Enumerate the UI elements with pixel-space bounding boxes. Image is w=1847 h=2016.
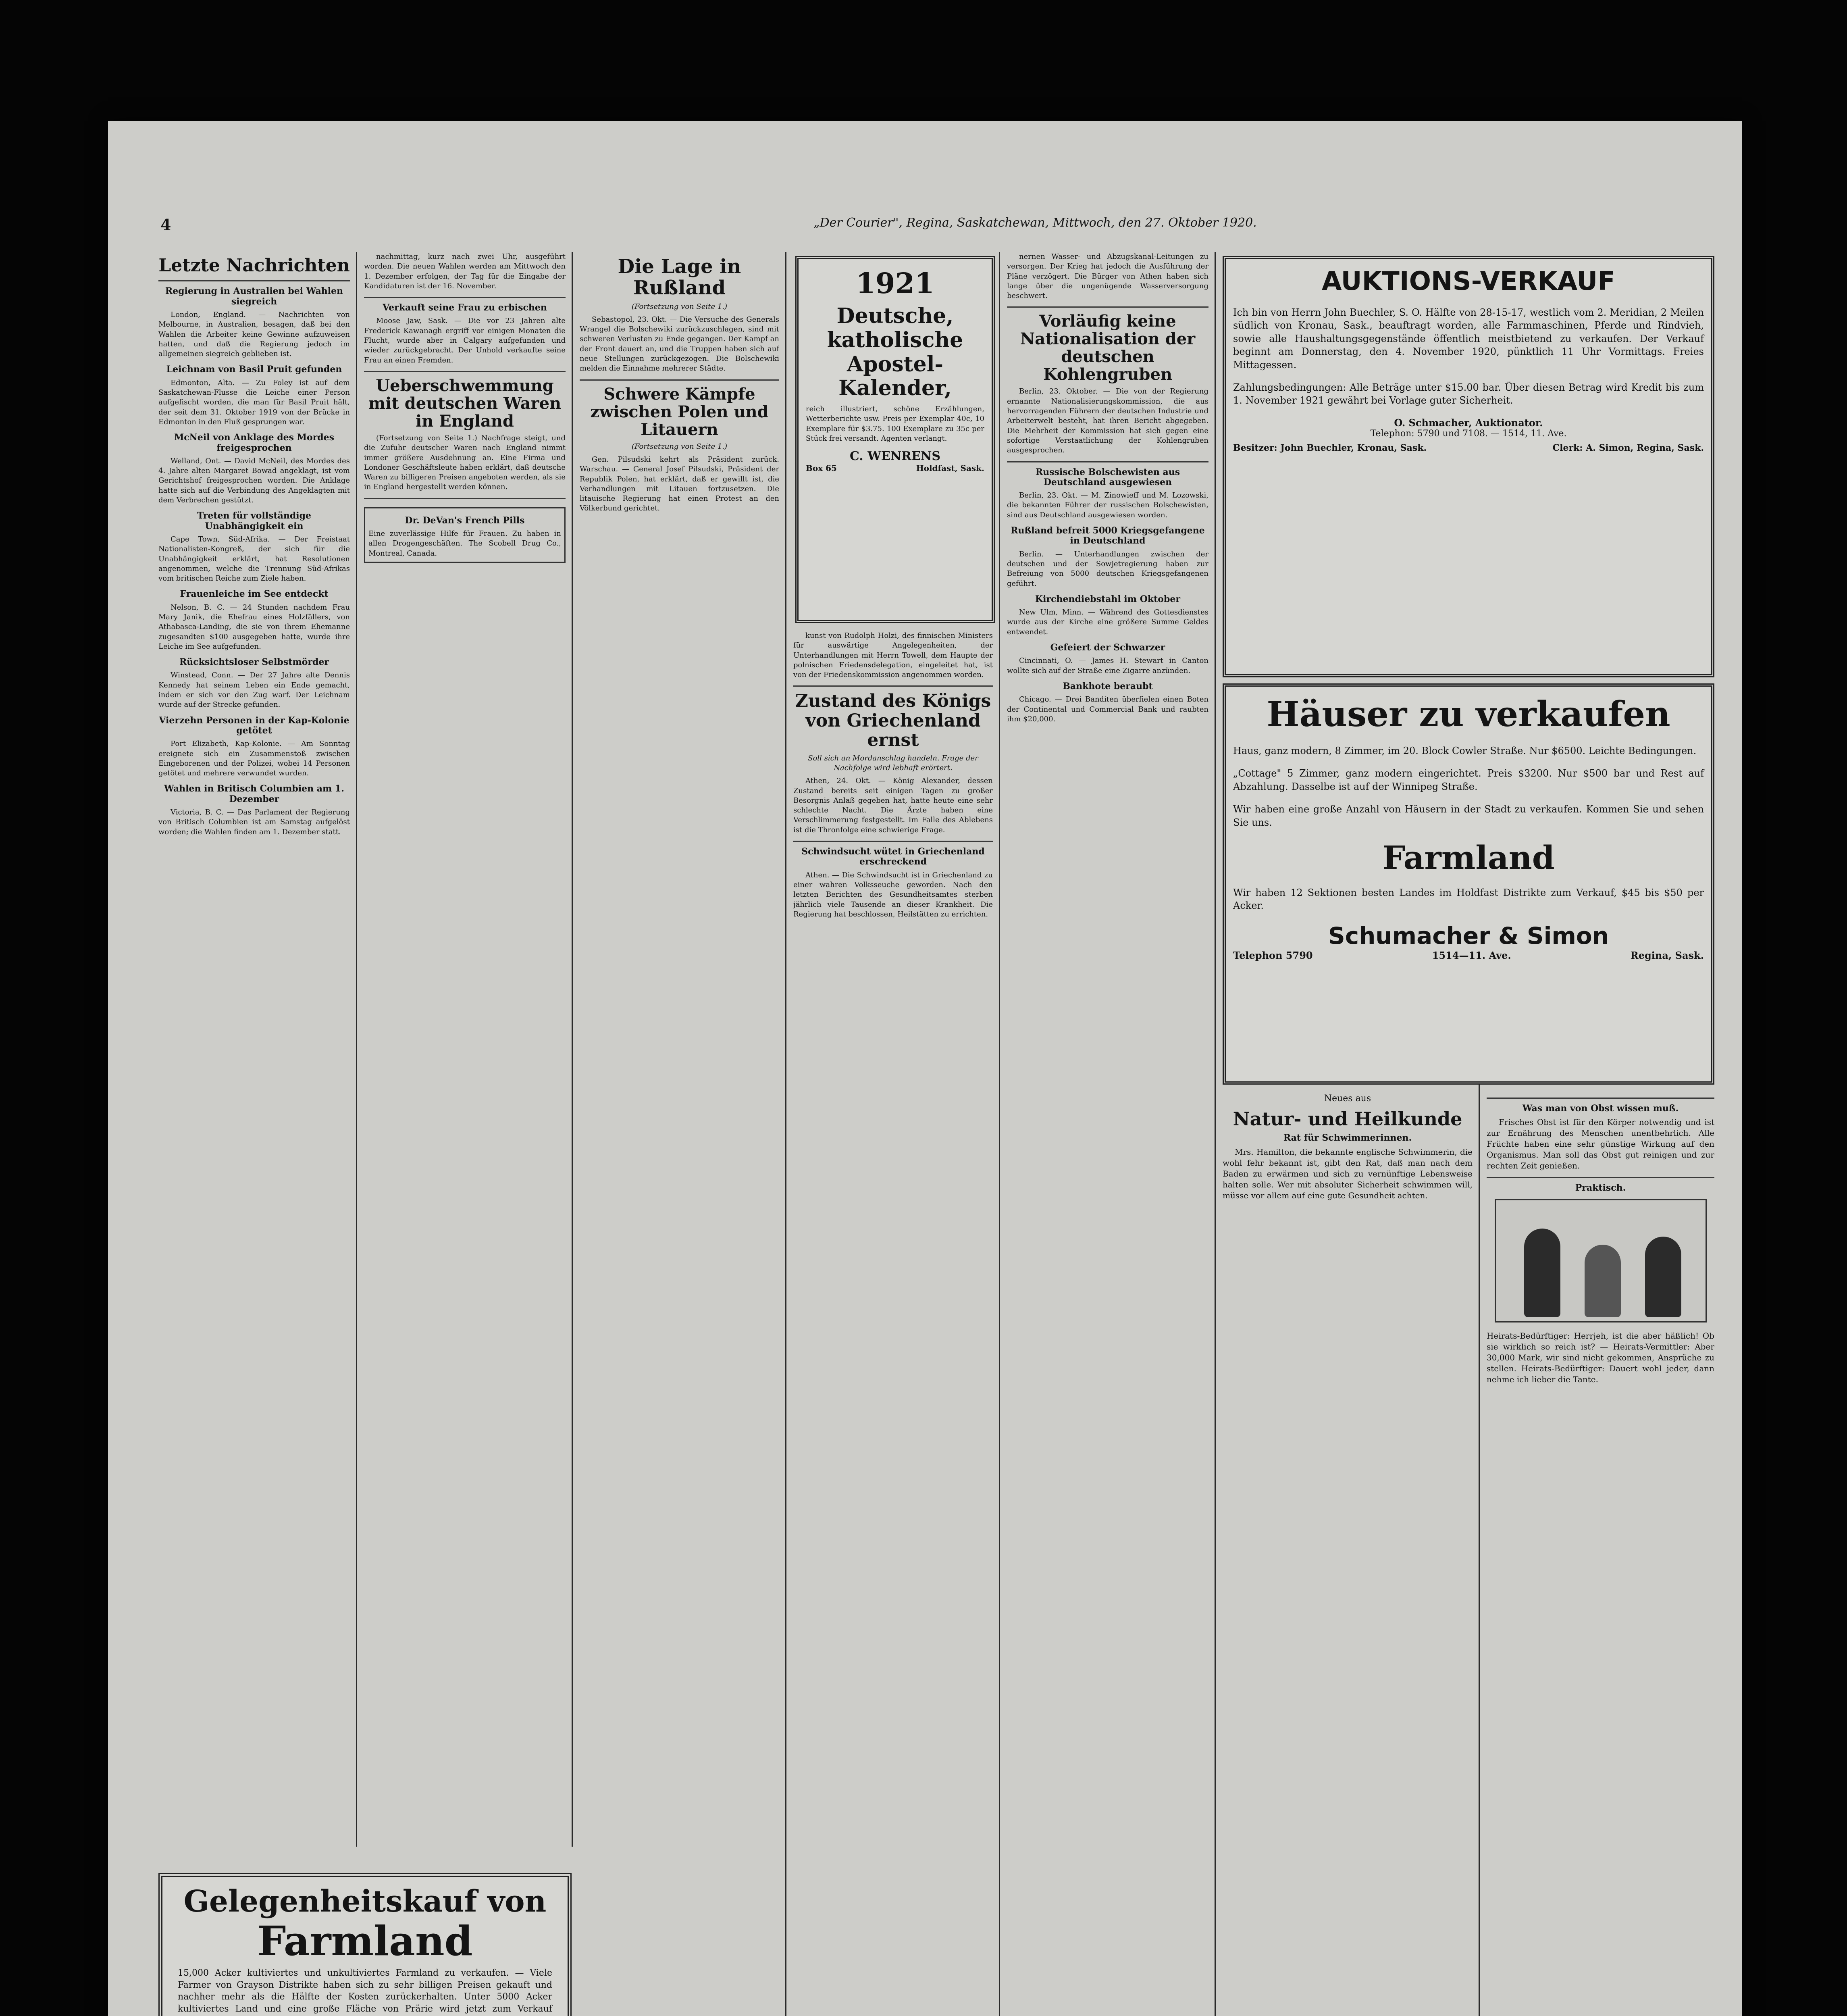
article-body: Athen, 24. Okt. — König Alexander, dessen Zustand bereits seit einigen Tagen zu großer Besorgnis Anlaß gegeben hat, hatte heute eine sehr schlechte Nacht. Die Ärzte haben eine Verschlimmerung festgestellt. Im Falle des Ablebens ist die Thronfolge eine schwierige Frage. bbox=[793, 777, 993, 834]
figure-woman bbox=[1645, 1237, 1681, 1317]
houses-phone: Telephon 5790 bbox=[1233, 949, 1313, 961]
column-rule bbox=[572, 252, 573, 1847]
farmland-ad-text: 15,000 Acker kultiviertes und unkultiviertes Farmland zu verkaufen. — Viele Farmer von Grayson Distrikte haben sich zu sehr billigen Preisen gekauft und nachher mehr als die Hälfte der Kosten zurückerhalten. Unter 5000 Acker kultiviertes Land und eine große Fläche von Prärie wird jetzt zum Verkauf bbox=[178, 1968, 552, 2014]
houses-text-2: „Cottage" 5 Zimmer, ganz modern eingerichtet. Preis $3200. Nur $500 bar und Rest auf Abzahlung. Dasselbe ist auf der Winnipeg Straße. bbox=[1233, 768, 1704, 792]
article-heading: Schwindsucht wütet in Griechenland erschreckend bbox=[801, 846, 985, 867]
figure-man bbox=[1524, 1229, 1560, 1317]
figure-woman bbox=[1585, 1245, 1621, 1317]
article bbox=[158, 657, 350, 710]
article-body: Cincinnati, O. — James H. Stewart in Canton wollte sich auf der Straße eine Zigarre anzünden. bbox=[1007, 656, 1208, 675]
article bbox=[158, 286, 350, 359]
column-rule bbox=[1479, 948, 1480, 2016]
column-rule bbox=[1215, 252, 1216, 2016]
farmland-ad-title-2: Farmland bbox=[257, 1917, 473, 1965]
article-body: Port Elizabeth, Kap-Kolonie. — Am Sonntag ereignete sich ein Zusammenstoß zwischen Eingeborenen und der Polizei, wobei 14 Personen getötet und mehrere verwundet wurden. bbox=[158, 739, 350, 778]
article-heading: Leichnam von Basil Pruit gefunden bbox=[166, 364, 342, 375]
article-heading: Treten für vollständige Unabhängigkeit ein bbox=[197, 510, 311, 531]
cartoon-caption: Heirats-Bedürftiger: Herrjeh, ist die aber häßlich! Ob sie wirklich so reich ist? — Heirats-Vermittler: Aber 30,000 Mark, wir sind nicht gekommen, Ansprüche zu stellen. Heirats-Bedürftiger: Dauert wohl jeder, dann nehme ich lieber die Tante. bbox=[1487, 1331, 1714, 1384]
article-heading: Was man von Obst wissen muß. bbox=[1522, 1103, 1679, 1114]
cartoon-title: Praktisch. bbox=[1575, 1183, 1626, 1193]
article-heading: Rat für Schwimmerinnen. bbox=[1283, 1133, 1412, 1143]
article-body: Berlin, 23. Okt. — M. Zinowieff und M. Lozowski, die bekannten Führer der russischen Bolschewisten, sind aus Deutschland ausgewiesen worden. bbox=[1007, 491, 1208, 519]
auction-title: AUKTIONS-VERKAUF bbox=[1322, 267, 1615, 296]
article-heading: Schwere Kämpfe zwischen Polen und Litauern bbox=[590, 384, 769, 439]
houses-city: Regina, Sask. bbox=[1630, 949, 1704, 961]
article-heading: Rücksichtsloser Selbstmörder bbox=[179, 657, 329, 668]
article-body: Victoria, B. C. — Das Parlament der Regierung von Britisch Columbien ist am Samstag aufgelöst worden; die Wahlen finden am 1. Dezember statt. bbox=[158, 808, 350, 836]
column-rule bbox=[356, 252, 357, 1847]
page-number: 4 bbox=[160, 216, 171, 234]
article-body: Sebastopol, 23. Okt. — Die Versuche des Generals Wrangel die Bolschewiki zurückzuschlagen, sind mit schweren Verlusten zu Ende gegangen. Der Kampf an der Front dauert an, und die Truppen haben sich auf neue Stellungen zurückgezogen. Die Bolschewiki melden die Einnahme mehrerer Städte. bbox=[580, 315, 779, 373]
article bbox=[158, 511, 350, 583]
auction-owner: Besitzer: John Buechler, Kronau, Sask. bbox=[1233, 442, 1427, 453]
article-heading: Ueberschwemmung mit deutschen Waren in England bbox=[368, 376, 562, 431]
masthead: „Der Courier", Regina, Saskatchewan, Mittwoch, den 27. Oktober 1920. bbox=[813, 216, 1257, 230]
article-body: nernen Wasser- und Abzugskanal-Leitungen zu versorgen. Der Krieg hat jedoch die Ausführung der Pläne verzögert. Die Bürger von Athen haben sich lange über die ungenügende Wasserversorgung beschwert. bbox=[1007, 252, 1208, 300]
auction-text: Ich bin von Herrn John Buechler, S. O. Hälfte von 28-15-17, westlich vom 2. Meridian, 2 Meilen südlich von Kronau, Sask., beauftragt worden, alle Farmmaschinen, Pferde und Rindvieh, sowie alle Haushaltungsgegenstände öffentlich meistbietend zu verkaufen. Der Verkauf beginnt am Donnerstag, den 4. November 1920, pünktlich 11 Uhr Vormittags. Freies Mittagessen. bbox=[1233, 307, 1704, 371]
article-body: nachmittag, kurz nach zwei Uhr, ausgeführt worden. Die neuen Wahlen werden am Mittwoch den 1. Dezember erfolgen, der Tag für die Eingabe der Kandidaturen ist der 16. November. bbox=[364, 252, 566, 290]
column-7 bbox=[1487, 1093, 1714, 2016]
calendar-title: Deutsche, katholische Apostel-Kalender, bbox=[827, 304, 963, 401]
auction-ad bbox=[1223, 256, 1714, 677]
article-heading: Verkauft seine Frau zu erbischen bbox=[383, 302, 547, 313]
auction-phone: Telephon: 5790 und 7108. — 1514, 11. Ave. bbox=[1370, 428, 1567, 439]
farmland-ad-title-1: Gelegenheitskauf von bbox=[183, 1884, 547, 1919]
houses-text-1: Haus, ganz modern, 8 Zimmer, im 20. Block Cowler Straße. Nur $6500. Leichte Bedingungen. bbox=[1233, 745, 1697, 756]
article bbox=[158, 364, 350, 427]
calendar-town: Holdfast, Sask. bbox=[916, 463, 984, 473]
article-subheading: Soll sich an Mordanschlag handeln. Frage der Nachfolge wird lebhaft erörtert. bbox=[808, 754, 978, 772]
article-heading: Kirchendiebstahl im Oktober bbox=[1035, 594, 1180, 604]
article-body: New Ulm, Minn. — Während des Gottesdienstes wurde aus der Kirche eine größere Summe Geldes entwendet. bbox=[1007, 608, 1208, 636]
article-heading: McNeil von Anklage des Mordes freigesprochen bbox=[174, 432, 335, 453]
houses-firm: Schumacher & Simon bbox=[1328, 922, 1609, 950]
article-body: Cape Town, Süd-Afrika. — Der Freistaat Nationalisten-Kongreß, der sich für die Unabhängigkeit erklärt, hat Resolutionen angenommen, welche die Trennung Süd-Afrikas vom britischen Reiche zum Ziele haben. bbox=[158, 535, 350, 583]
houses-title: Häuser zu verkaufen bbox=[1267, 694, 1670, 735]
column-rule bbox=[999, 252, 1000, 2016]
auction-terms: Zahlungsbedingungen: Alle Beträge unter $15.00 bar. Über diesen Betrag wird Kredit bis zum 1. November 1921 gewährt bei Vorlage guter Sicherheit. bbox=[1233, 381, 1704, 406]
article-body: Winstead, Conn. — Der 27 Jahre alte Dennis Kennedy hat seinem Leben ein Ende gemacht, indem er sich vor den Zug warf. Der Leichnam wurde auf der Strecke gefunden. bbox=[158, 671, 350, 709]
pill-ad bbox=[364, 507, 566, 563]
article-heading: Die Lage in Rußland bbox=[618, 255, 741, 299]
auction-clerk: Clerk: A. Simon, Regina, Sask. bbox=[1552, 442, 1704, 453]
newspaper-page bbox=[108, 121, 1742, 2016]
column-rule bbox=[785, 252, 786, 2016]
article-body: Nelson, B. C. — 24 Stunden nachdem Frau Mary Janik, die Ehefrau eines Holzfällers, von Athabasca-Landing, die sie von ihrem Ehemanne zugesandten $100 ausgegeben hatte, wurde ihre Leiche im See aufgefunden. bbox=[158, 603, 350, 651]
calendar-ad bbox=[795, 256, 995, 623]
article-body: Berlin. — Unterhandlungen zwischen der deutschen und der Sowjetregierung haben zur Befreiung von 5000 deutschen Kriegsgefangenen geführt. bbox=[1007, 550, 1208, 588]
article bbox=[158, 589, 350, 652]
calendar-text: reich illustriert, schöne Erzählungen, Wetterberichte usw. Preis per Exemplar 40c, 10 Exemplare für $3.75. 100 Exemplare zu 35c per Stück frei versandt. Agenten verlangt. bbox=[806, 405, 984, 443]
article-body: Edmonton, Alta. — Zu Foley ist auf dem Saskatchewan-Flusse die Leiche einer Person aufgefischt worden, die man für Basil Pruit hält, der seit dem 31. Oktober 1919 von der Brücke in Edmonton in den Fluß gesprungen war. bbox=[158, 378, 350, 426]
article-body: Gen. Pilsudski kehrt als Präsident zurück. Warschau. — General Josef Pilsudski, Präsident der Republik Polen, hat erklärt, daß er gewillt ist, die Verhandlungen mit Litauen fortzusetzen. Die litauische Regierung hat einen Protest an den Völkerbund gerichtet. bbox=[580, 455, 779, 513]
article-heading: Zustand des Königs von Griechenland ernst bbox=[795, 691, 991, 751]
column-5 bbox=[1007, 252, 1208, 2016]
houses-farmland-title: Farmland bbox=[1382, 838, 1555, 877]
houses-address: 1514—11. Ave. bbox=[1432, 949, 1511, 961]
calendar-box: Box 65 bbox=[806, 463, 837, 473]
article-heading: Vorläufig keine Nationalisation der deutschen Kohlengruben bbox=[1020, 312, 1196, 384]
article-body: (Fortsetzung von Seite 1.) Nachfrage steigt, und die Zufuhr deutscher Waren nach England nimmt immer größere Ausdehnung an. Eine Firma und Londoner Geschäftsleute haben erklärt, daß deutsche Waren zu billigeren Preisen angeboten werden, als sie in England hergestellt werden können. bbox=[364, 433, 566, 492]
article-body: Frisches Obst ist für den Körper notwendig und ist zur Ernährung des Menschen unentbehrlich. Alle Früchte haben eine sehr günstige Wirkung auf den Organismus. Man soll das Obst gut reinigen und zur rechten Zeit genießen. bbox=[1487, 1117, 1714, 1171]
section-title: Letzte Nachrichten bbox=[158, 255, 350, 276]
article-subheading: (Fortsetzung von Seite 1.) bbox=[631, 302, 728, 311]
farmland-ad bbox=[158, 1873, 572, 2016]
health-title: Natur- und Heilkunde bbox=[1233, 1108, 1462, 1130]
article-heading: Rußland befreit 5000 Kriegsgefangene in Deutschland bbox=[1011, 525, 1205, 546]
houses-ad bbox=[1223, 683, 1714, 1085]
article-heading: Bankhote beraubt bbox=[1063, 681, 1153, 691]
article-body: Welland, Ont. — David McNeil, des Mordes des 4. Jahre alten Margaret Bowad angeklagt, ist vom Gerichtshof freigesprochen worden. Die Anklage hatte sich auf die Verbindung des Angeklagten mit dem Verbrechen gestützt. bbox=[158, 456, 350, 505]
column-2 bbox=[364, 252, 566, 1849]
article bbox=[158, 433, 350, 505]
article-heading: Vierzehn Personen in der Kap-Kolonie getötet bbox=[159, 715, 349, 736]
health-kicker: Neues aus bbox=[1324, 1093, 1371, 1104]
calendar-seller: C. WENRENS bbox=[849, 449, 941, 464]
column-3 bbox=[580, 252, 779, 2016]
article-body: Moose Jaw, Sask. — Die vor 23 Jahren alte Frederick Kawanagh ergriff vor einigen Monaten die Flucht, wurde aber in Calgary aufgefunden und wieder zurückgebracht. Der Unhold verkaufte seine Frau an einen Fremden. bbox=[364, 317, 566, 364]
article-body: kunst von Rudolph Holzi, des finnischen Ministers für auswärtige Angelegenheiten, der Unterhandlungen mit Herrn Towell, dem Haupte der polnischen Friedensdelegation, eingeleitet hat, ist von der Friedenskommission angenommen worden. bbox=[793, 631, 993, 679]
column-4 bbox=[793, 631, 993, 2016]
auction-auctioneer: O. Schmacher, Auktionator. bbox=[1394, 417, 1543, 429]
houses-text-3: Wir haben eine große Anzahl von Häusern in der Stadt zu verkaufen. Kommen Sie und sehen Sie uns. bbox=[1233, 804, 1704, 828]
column-1 bbox=[158, 252, 350, 1849]
cartoon-illustration bbox=[1495, 1199, 1707, 1322]
article-body: Berlin, 23. Oktober. — Die von der Regierung ernannte Nationalisierungskommission, die aus hervorragenden Führern der deutschen Industrie und Arbeiterwelt besteht, hat ihren Bericht abgegeben. Die Mehrheit der Kommission hat sich gegen eine sofortige Verstaatlichung der Kohlengruben ausgesprochen. bbox=[1007, 387, 1208, 455]
article-heading: Frauenleiche im See entdeckt bbox=[180, 589, 329, 600]
column-6 bbox=[1223, 1093, 1473, 2016]
article-heading: Wahlen in Britisch Columbien am 1. Dezember bbox=[164, 783, 344, 804]
article-heading: Russische Bolschewisten aus Deutschland ausgewiesen bbox=[1035, 467, 1180, 487]
article bbox=[158, 784, 350, 837]
pill-ad-title: Dr. DeVan's French Pills bbox=[405, 515, 525, 526]
page-header bbox=[108, 216, 1742, 244]
article-heading: Regierung in Australien bei Wahlen siegreich bbox=[165, 286, 343, 307]
article-body: Mrs. Hamilton, die bekannte englische Schwimmerin, die wohl fehr bekannt ist, gibt den Rat, daß man nach dem Baden zu erwärmen und sich zu vernünftige Lebensweise halten solle. Wer mit absoluter Sicherheit schwimmen will, müsse vor allem auf eine gute Gesundheit achten. bbox=[1223, 1147, 1473, 1200]
article-body: Athen. — Die Schwindsucht ist in Griechenland zu einer wahren Volksseuche geworden. Nach den letzten Berichten des Gesundheitsamtes sterben jährlich viele Tausende an dieser Krankheit. Die Regierung hat beschlossen, Heilstätten zu errichten. bbox=[793, 871, 993, 918]
calendar-year: 1921 bbox=[856, 267, 934, 300]
article bbox=[158, 716, 350, 779]
pill-ad-text: Eine zuverlässige Hilfe für Frauen. Zu haben in allen Drogengeschäften. The Scobell Drug Co., Montreal, Canada. bbox=[368, 529, 561, 558]
article-subheading: (Fortsetzung von Seite 1.) bbox=[631, 442, 728, 451]
houses-farmland-text: Wir haben 12 Sektionen besten Landes im Holdfast Distrikte zum Verkauf, $45 bis $50 per Acker. bbox=[1233, 887, 1704, 912]
article-body: Chicago. — Drei Banditen überfielen einen Boten der Continental und Commercial Bank und raubten ihm $20,000. bbox=[1007, 695, 1208, 723]
article-heading: Gefeiert der Schwarzer bbox=[1050, 642, 1165, 653]
article-body: London, England. — Nachrichten von Melbourne, in Australien, besagen, daß bei den Wahlen die Arbeiter keine Gewinne aufzuweisen hatten, und daß die Regierung jedoch im allgemeinen siegreich geblieben ist. bbox=[158, 310, 350, 358]
